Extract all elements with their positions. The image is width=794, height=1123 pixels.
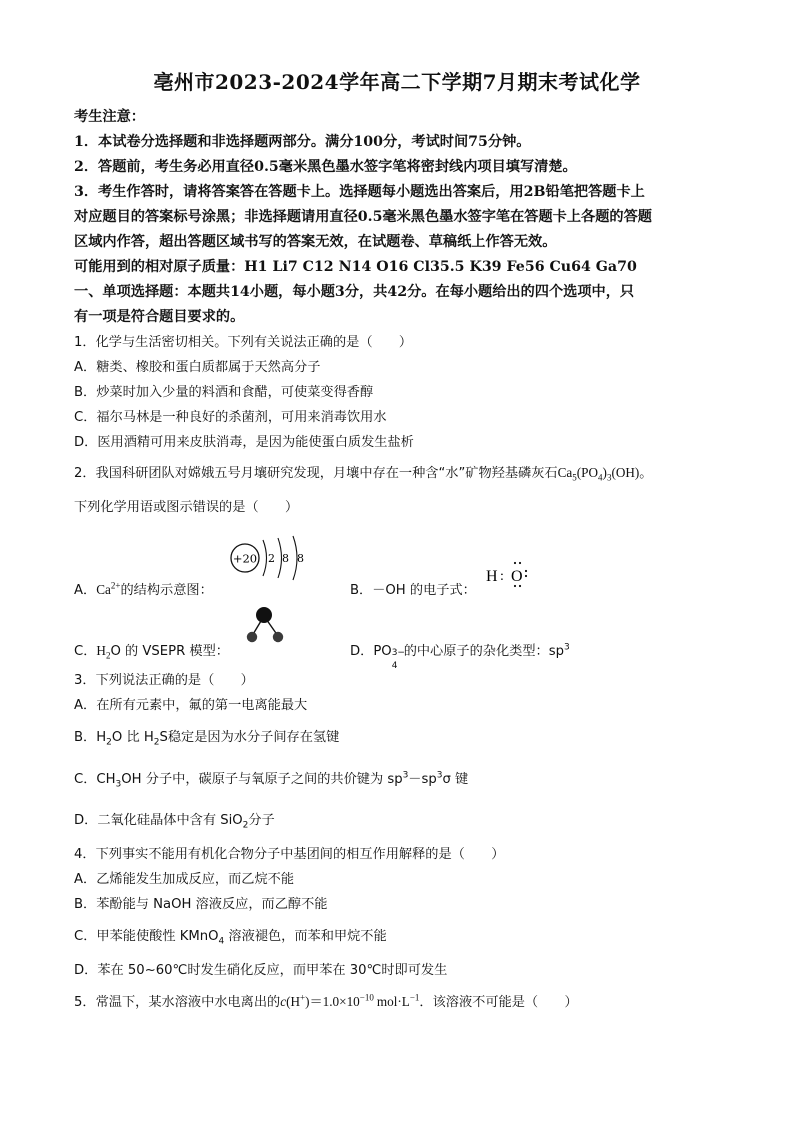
notice-line-1: 1．本试卷分选择题和非选择题两部分。满分100分，考试时间75分钟。 <box>74 134 531 150</box>
q2-formula: $Ca_5(PO_4)_3(OH)$ <box>557 465 640 483</box>
notice-line-3c: 区域内作答，超出答题区域书写的答案无效，在试题卷、草稿纸上作答无效。 <box>74 234 557 250</box>
shell-3-electrons: 8 <box>297 552 304 565</box>
hydrogen-atom-right <box>273 632 283 642</box>
notice-line-3b: 对应题目的答案标号涂黑；非选择题请用直径0.5毫米黑色墨水签字笔在答题卡上各题的答题 <box>74 209 652 225</box>
page-title: 亳州市2023-2024学年高二下学期7月期末考试化学 <box>153 70 641 94</box>
q1-option-b: B．炒菜时加入少量的料酒和食醋，可使菜变得香醇 <box>74 385 374 400</box>
water-vsepr-model <box>242 606 290 646</box>
q4-option-c: C．甲苯能使酸性 KMnO$_4$ 溶液褪色，而苯和甲烷不能 <box>74 929 387 947</box>
q3-option-c: C．$CH_3OH$ 分子中，碳原子与氧原子之间的共价键为 $sp^3-sp^3\sigma$ 键 <box>74 770 469 790</box>
hydrogen-symbol: H <box>486 568 498 585</box>
notice-line-2: 2．答题前，考生务必用直径0.5毫米黑色墨水签字笔将密封线内项目填写清楚。 <box>74 159 577 175</box>
shell-1-electrons: 2 <box>268 552 275 565</box>
hydroxyl-electron-formula <box>484 560 536 590</box>
nucleus-charge: +20 <box>232 551 258 566</box>
q4-option-a: A．乙烯能发生加成反应，而乙烷不能 <box>74 872 295 887</box>
q2-option-b: B．－OH 的电子式： <box>350 583 476 598</box>
section-heading-line-1: 一、单项选择题：本题共14小题，每小题3分，共42分。在每小题给出的四个选项中，只 <box>74 284 635 300</box>
q3-option-d: D．二氧化硅晶体中含有 SiO$_2$分子 <box>74 813 275 831</box>
q3-stem: 3．下列说法正确的是（ ） <box>74 673 254 688</box>
oxygen-atom <box>256 607 272 623</box>
oxygen-symbol: O <box>511 568 523 585</box>
q2-option-c: C．$H_2O$ 的 VSEPR 模型： <box>74 643 229 661</box>
section-heading-line-2: 有一项是符合题目要求的。 <box>74 309 245 325</box>
q2-stem: 2．我国科研团队对嫦娥五号月壤研究发现，月壤中存在一种含“水”矿物羟基磷灰石$Ca_5(PO_4)_3(OH)$。 <box>74 465 653 483</box>
q3-option-a: A．在所有元素中，氟的第一电离能最大 <box>74 698 308 713</box>
q2-stem-2: 下列化学用语或图示错误的是（ ） <box>74 500 299 515</box>
ca-ion-structure-diagram <box>226 530 336 592</box>
q4-stem: 4．下列事实不能用有机化合物分子中基团间的相互作用解释的是（ ） <box>74 847 505 862</box>
atomic-mass-line: 可能用到的相对原子质量：H1 Li7 C12 N14 O16 Cl35.5 K39 Fe56 Cu64 Ga70 <box>74 259 637 275</box>
q2-option-a: A．$Ca^{2+}$的结构示意图： <box>74 580 213 598</box>
q1-option-c: C．福尔马林是一种良好的杀菌剂，可用来消毒饮用水 <box>74 410 387 425</box>
q1-stem: 1．化学与生活密切相关。下列有关说法正确的是（ ） <box>74 335 413 350</box>
q4-option-d: D．苯在 50~60℃时发生硝化反应，而甲苯在 30℃时即可发生 <box>74 963 448 978</box>
bond-pair: : <box>500 569 504 584</box>
hydrogen-atom-left <box>247 632 257 642</box>
q4-option-b: B．苯酚能与 NaOH 溶液反应，而乙醇不能 <box>74 897 328 912</box>
q2-stem-text: 2．我国科研团队对嫦娥五号月壤研究发现，月壤中存在一种含“水”矿物羟基磷灰石 <box>74 466 558 481</box>
notice-heading: 考生注意： <box>74 109 145 125</box>
shell-2-electrons: 8 <box>282 552 289 565</box>
q1-option-a: A．糖类、橡胶和蛋白质都属于天然高分子 <box>74 360 321 375</box>
q1-option-d: D．医用酒精可用来皮肤消毒，是因为能使蛋白质发生盐析 <box>74 435 414 450</box>
q2-option-d: D．PO 3− 4 的中心原子的杂化类型：$sp^3$ <box>350 642 570 671</box>
notice-line-3a: 3．考生作答时，请将答案答在答题卡上。选择题每小题选出答案后，用2B铅笔把答题卡上 <box>74 184 645 200</box>
q5-stem: 5．常温下，某水溶液中水电离出的$c(H^+)=1.0\times 10^{-10}$ $mol\cdot L^{-1}$．该溶液不可能是（ ） <box>74 992 578 1010</box>
q3-option-b: B．$H_2O$ 比 $H_2S$稳定是因为水分子间存在氢键 <box>74 730 340 748</box>
